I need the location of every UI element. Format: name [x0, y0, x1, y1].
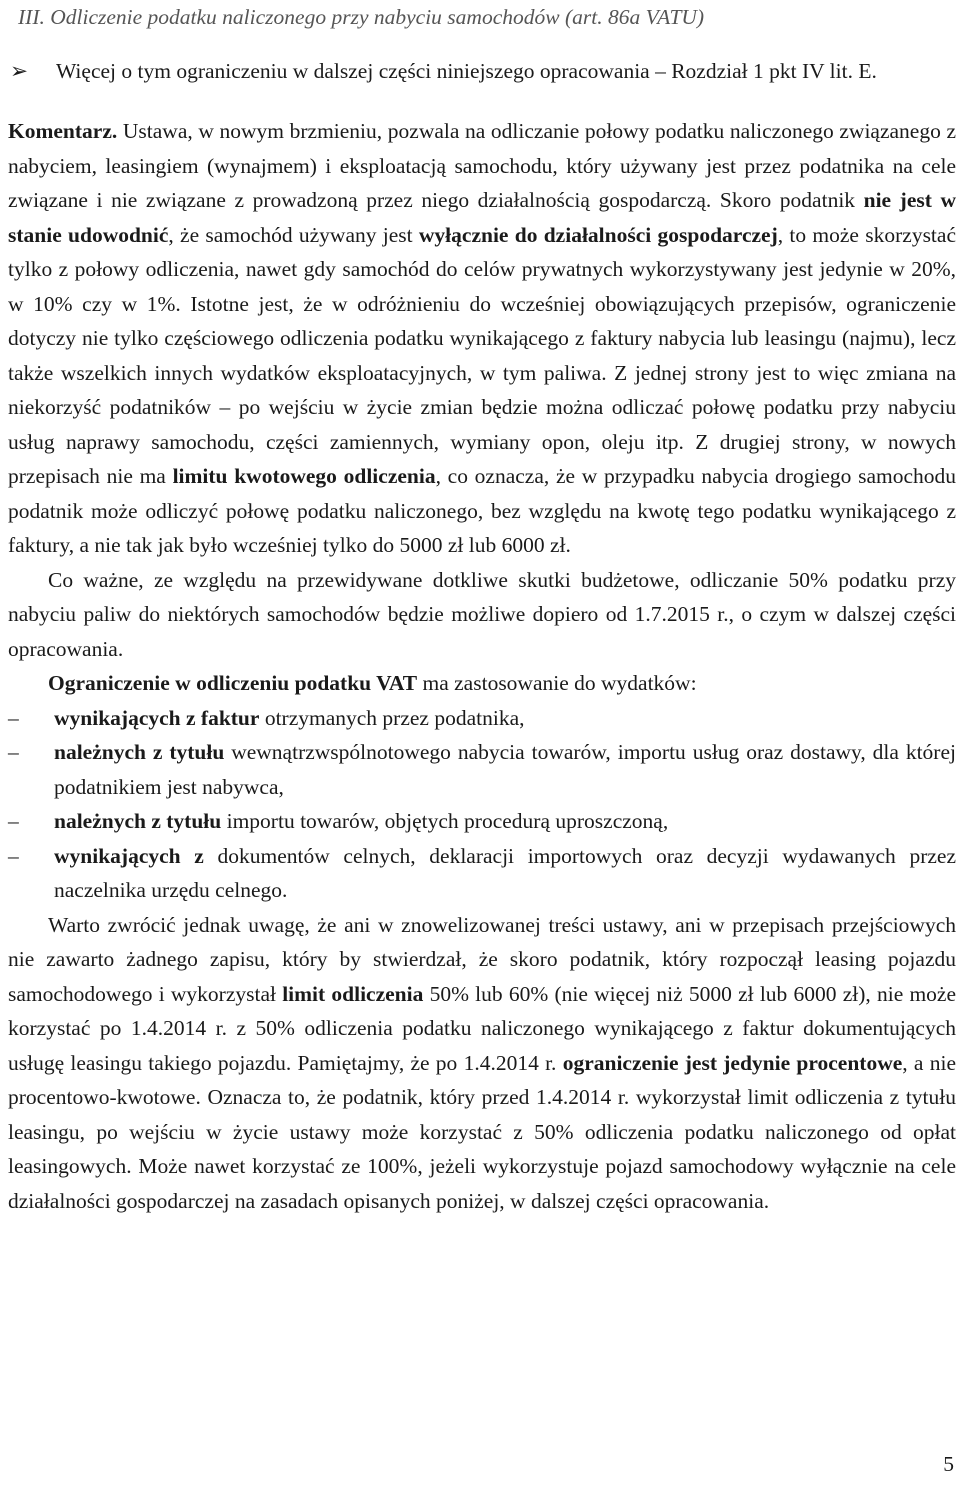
list-item [8, 701, 956, 736]
arrow-bullet-item [8, 54, 956, 88]
dash-icon: – [8, 843, 19, 868]
list-item-text [54, 701, 956, 736]
page-number: 5 [943, 1452, 954, 1476]
text-run: importu towarów, objętych procedurą uproszczoną, [221, 809, 669, 833]
bold-run: należnych z tytułu [54, 809, 222, 833]
bold-run: wynikających z [54, 843, 204, 868]
bold-run: limit odliczenia [282, 981, 424, 1006]
text-run: dokumentów celnych, deklaracji importowych oraz decyzji wydawanych przez naczelnika urzędu celnego. [54, 843, 956, 902]
section-heading: III. Odliczenie podatku naliczonego przy nabyciu samochodów (art. 86a VATU) [18, 5, 705, 29]
dash-icon: – [8, 705, 19, 730]
bold-run: Ograniczenie w odliczeniu podatku VAT [48, 671, 418, 695]
bold-run: limitu kwotowego odliczenia [172, 464, 436, 488]
dash-icon: – [8, 740, 19, 764]
list-item-text [54, 839, 956, 908]
text-run: 50% lub 60% (nie więcej niż 5000 zł lub 6000 zł), nie może korzystać po 1.4.2014 r. z 50% odliczenia podatku naliczonego wynikającego z faktur dokumentujących usługę leasingu takiego pojazdu. Pamiętajmy, że po 1.4.2014 r. [8, 981, 957, 1075]
text-run: Ustawa, w nowym brzmieniu, pozwala na odliczanie połowy podatku naliczonego związanego z nabyciem, leasingiem (wynajmem) i eksploatacją samochodu, który używany jest przez podatnika na cele związane i nie związane z prowadzoną przez niego działalnością gospodarczą. Skoro podatnik [8, 119, 956, 212]
text-run: , to może skorzystać tylko z połowy odliczenia, nawet gdy samochód do celów prywatnych wykorzystywany jest jedynie w 20%, w 10% czy w 1%. Istotne jest, że w odróżnieniu do wcześniej obowiązujących przepisów, ograniczenie dotyczy nie tylko częściowego odliczenia podatku wynikającego z faktury nabycia lub leasingu (najmu), lecz także wszelkich innych wydatków eksploatacyjnych, w tym paliwa. Z jednej strony jest to więc zmiana na niekorzyść podatników – po wejściu w życie zmian będzie można odliczać połowę podatku przy nabyciu usług naprawy samochodu, części zamiennych, wymiany opon, oleju itp. Z drugiej strony, w nowych przepisach nie ma [8, 222, 956, 488]
text-run: , co oznacza, że w przypadku nabycia drogiego samochodu podatnik może odliczyć połowę podatku naliczonego, bez względu na kwotę tego podatku wynikającego z faktury, a nie tak jak było wcześniej tylko do 5000 zł lub 6000 zł. [8, 464, 957, 557]
document-page [8, 0, 956, 1218]
text-run: , że samochód używany jest [168, 222, 419, 247]
leasing-paragraph [8, 908, 956, 1219]
arrow-bullet-text: Więcej o tym ograniczeniu w dalszej części niniejszego opracowania – Rozdział 1 pkt IV lit. E. [56, 59, 877, 83]
bold-run: ograniczenie jest jedynie procentowe [562, 1050, 903, 1075]
bold-run: należnych z tytułu [54, 740, 225, 764]
list-item-text [54, 804, 956, 839]
list-item-text [54, 735, 956, 804]
text-run: , a nie procentowo-kwotowe. Oznacza to, że podatnik, który przed 1.4.2014 r. wykorzystał limit odliczenia z tytułu leasingu, po wejściu w życie ustawy może korzystać z 50% odliczenia podatku naliczonego od opłat leasingowych. Może nawet korzystać ze 100%, jeżeli wykorzystuje pojazd samochodowy wyłącznie na cele działalności gospodarczej na zasadach opisanych poniżej, w dalszej części opracowania. [8, 1050, 956, 1213]
arrow-bullet-icon: ➢ [10, 59, 29, 83]
text-run: ma zastosowanie do wydatków: [417, 671, 697, 695]
text-run: wewnątrzwspólnotowego nabycia towarów, importu usług oraz dostawy, dla której podatnikiem jest nabywca, [54, 740, 956, 799]
list-item [8, 735, 956, 804]
text-run: Warto zwrócić jednak uwagę, że ani w znowelizowanej treści ustawy, ani w przepisach przejściowych nie zawarto żadnego zapisu, który by stwierdzał, że skoro podatnik, który rozpoczął leasing pojazdu samochodowego i wykorzystał [8, 912, 956, 1006]
bold-run: wyłącznie do działalności gospodarczej [418, 222, 778, 247]
expense-list [8, 701, 956, 908]
list-item [8, 804, 956, 839]
bold-run: wynikających z faktur [54, 705, 260, 730]
commentary-label: Komentarz. [8, 119, 118, 143]
list-intro [8, 666, 956, 701]
fuel-paragraph: Co ważne, ze względu na przewidywane dotkliwe skutki budżetowe, odliczanie 50% podatku przy nabyciu paliw do niektórych samochodów będzie możliwe dopiero od 1.7.2015 r., o czym w dalszej części opracowania. [8, 567, 956, 661]
dash-icon: – [8, 809, 19, 833]
bold-run: nie jest w stanie udowodnić [8, 188, 957, 247]
text-run: otrzymanych przez podatnika, [259, 705, 525, 730]
commentary-paragraph [8, 114, 956, 563]
list-item [8, 839, 956, 908]
